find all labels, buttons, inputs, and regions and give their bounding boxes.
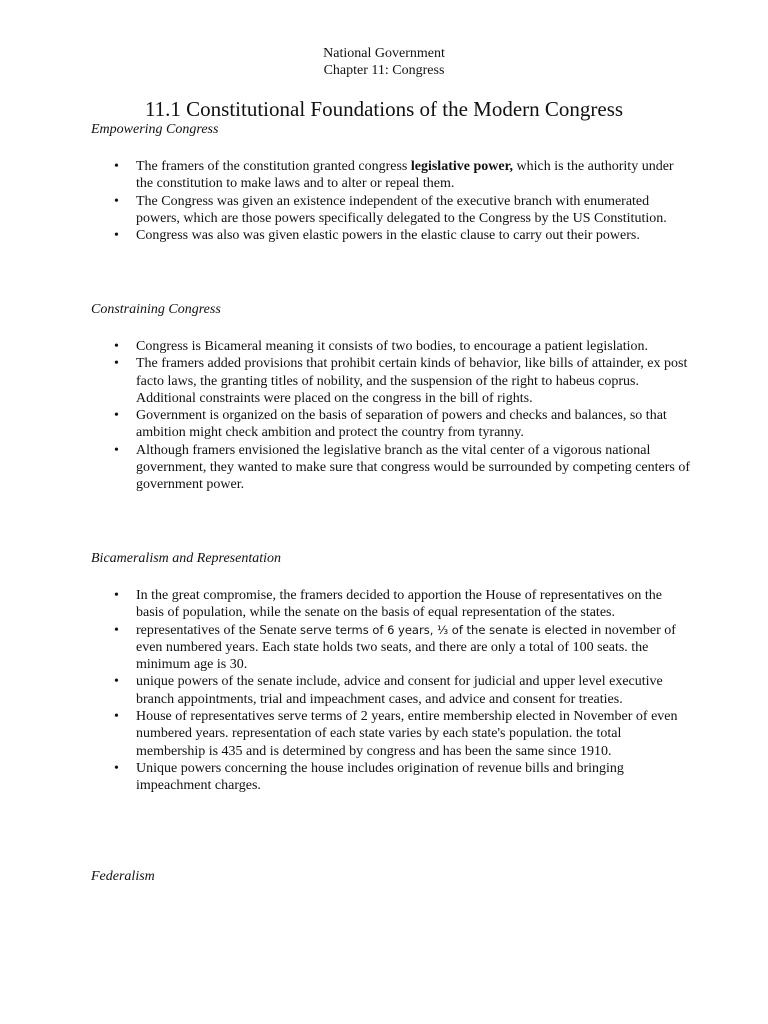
list-item bbox=[91, 227, 691, 244]
section-title: 11.1 Constitutional Foundations of the Modern Congress bbox=[144, 97, 624, 121]
bullet-icon: • bbox=[114, 356, 119, 372]
bullet-icon: • bbox=[114, 588, 119, 603]
list-item bbox=[91, 407, 691, 442]
list-item bbox=[91, 193, 691, 228]
list-item bbox=[91, 708, 691, 760]
item-text: unique powers of the senate include, advice and consent for judicial and upper level executive branch appointments, trial and impeachment cases, and advice and consent for treaties. bbox=[136, 674, 663, 707]
list-bicameralism bbox=[91, 587, 691, 795]
list-item bbox=[91, 355, 691, 407]
list-item bbox=[91, 673, 691, 708]
bullet-icon: • bbox=[114, 442, 119, 458]
bullet-icon: • bbox=[114, 674, 119, 690]
item-text-post: which is the authority under the constitution to make laws and to alter or repeal them. bbox=[136, 159, 674, 192]
list-item bbox=[91, 622, 691, 674]
bullet-icon: • bbox=[114, 622, 119, 638]
item-text: Although framers envisioned the legislative branch as the vital center of a vigorous national government, they wanted to make sure that congress would be surrounded by competing centers of government power. bbox=[136, 442, 691, 493]
item-text: Congress is Bicameral meaning it consists of two bodies, to encourage a patient legislation. bbox=[136, 339, 649, 354]
heading-constraining-congress: Constraining Congress bbox=[91, 302, 221, 317]
bullet-icon: • bbox=[114, 159, 119, 174]
bullet-icon: • bbox=[114, 408, 119, 424]
bullet-icon: • bbox=[114, 193, 119, 209]
list-item bbox=[91, 442, 691, 494]
item-text: The Congress was given an existence independent of the executive branch with enumerated powers, which are those powers specifically delegated to the Congress by the US Constitution. bbox=[136, 193, 667, 226]
item-text: The framers added provisions that prohibit certain kinds of behavior, like bills of attainder, ex post facto laws, the granting titles of nobility, and the suspension of the right to habeus coprus. Additional constraints were placed on the congress in the bill of rights. bbox=[136, 356, 688, 406]
item-text: Congress was also was given elastic powers in the elastic clause to carry out their powers. bbox=[136, 228, 640, 244]
heading-federalism: Federalism bbox=[91, 869, 155, 884]
item-text: House of representatives serve terms of 2 years, entire membership elected in November of even numbered years. representation of each state varies by each state's population. the total membership is 435 and is determined by congress and has been the same since 1910. bbox=[136, 709, 678, 759]
list-item bbox=[91, 158, 691, 193]
item-text: Unique powers concerning the house includes origination of revenue bills and bringing impeachment charges. bbox=[136, 760, 624, 794]
course-title: National Government bbox=[323, 46, 445, 61]
item-text: In the great compromise, the framers decided to apportion the House of representatives on the basis of population, while the senate on the basis of equal representation of the states. bbox=[136, 588, 662, 621]
bullet-icon: • bbox=[114, 760, 119, 776]
item-text: Government is organized on the basis of separation of powers and checks and balances, so that ambition might check ambition and protect the country from tyranny. bbox=[136, 408, 667, 441]
chapter-title: Chapter 11: Congress bbox=[323, 63, 445, 78]
bullet-icon: • bbox=[114, 228, 119, 244]
item-text-alt-font: serve terms of 6 years, ⅓ of the senate is elected in bbox=[300, 622, 602, 637]
item-text-pre: representatives of the Senate bbox=[136, 622, 301, 638]
bullet-icon: • bbox=[114, 709, 119, 725]
item-text-post: november of even numbered years. Each state holds two seats, and there are only a total of 100 seats. the minimum age is 30. bbox=[136, 622, 676, 673]
term-legislative-power: legislative power, bbox=[410, 159, 513, 174]
list-item bbox=[91, 338, 691, 355]
heading-empowering-congress: Empowering Congress bbox=[91, 122, 219, 137]
list-item bbox=[91, 760, 691, 795]
bullet-icon: • bbox=[114, 339, 119, 354]
list-constraining-congress bbox=[91, 338, 691, 494]
list-item bbox=[91, 587, 691, 622]
item-text-pre: The framers of the constitution granted congress bbox=[136, 159, 411, 174]
heading-bicameralism: Bicameralism and Representation bbox=[91, 551, 282, 566]
list-empowering-congress bbox=[91, 158, 691, 244]
